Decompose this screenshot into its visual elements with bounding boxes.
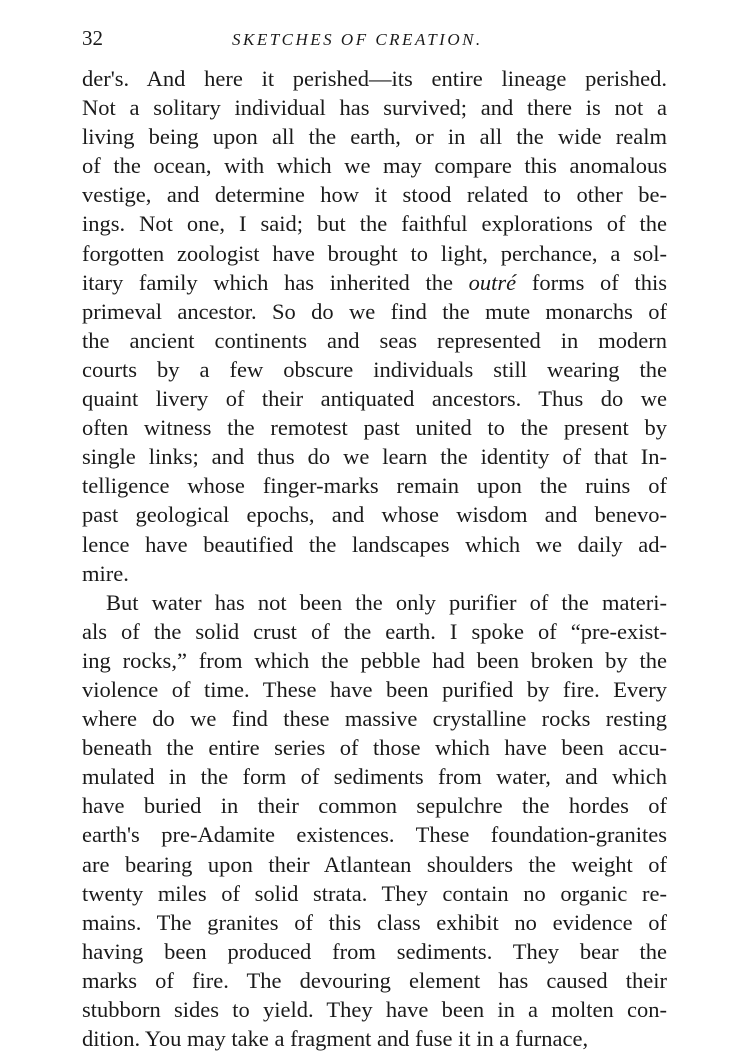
text-line: twenty miles of solid strata. They contain no organic re- [82,880,667,906]
text-line: beneath the entire series of those which have been accu- [82,735,667,761]
book-page [82,26,667,1053]
text-line: Not a solitary individual has survived; and there is not a [82,95,667,121]
text-line: living being upon all the earth, or in all the wide realm [82,124,667,150]
text-line: courts by a few obscure individuals still wearing the [82,356,667,382]
text-line: ing rocks,” from which the pebble had been broken by the [82,647,667,673]
text-line: quaint livery of their antiquated ancestors. Thus do we [82,386,667,412]
paragraph [82,588,667,1053]
text-line: the ancient continents and seas represented in modern [82,327,667,353]
text-line: mulated in the form of sediments from water, and which [82,764,667,790]
running-title: SKETCHES OF CREATION. [232,30,483,49]
text-line: of the ocean, with which we may compare this anomalous [82,153,667,179]
text-line: are bearing upon their Atlantean shoulders the weight of [82,851,667,877]
text-line: primeval ancestor. So do we find the mute monarchs of [82,298,667,324]
text-line: violence of time. These have been purified by fire. Every [82,676,667,702]
paragraph [82,64,667,588]
text-line: have buried in their common sepulchre the hordes of [82,793,667,819]
text-line: mains. The granites of this class exhibit no evidence of [82,909,667,935]
text-line: stubborn sides to yield. They have been in a molten con- [82,997,667,1022]
text-line: telligence whose finger-marks remain upon the ruins of [82,473,667,499]
page-number: 32 [82,26,103,50]
text-line: marks of fire. The devouring element has caused their [82,967,667,993]
text-line: der's. And here it perished—its entire lineage perished. [82,66,667,91]
running-head [82,26,667,60]
text-line: mire. [82,560,129,586]
text-line: where do we find these massive crystalline rocks resting [82,706,667,732]
text-line: lence have beautified the landscapes which we daily ad- [82,531,667,557]
text-line: past geological epochs, and whose wisdom and benevo- [82,502,667,528]
text-line: having been produced from sediments. They bear the [82,938,667,964]
text-line: But water has not been the only purifier of the materi- [106,589,667,615]
text-line: often witness the remotest past united to the present by [82,415,667,441]
text-line: single links; and thus do we learn the identity of that In- [82,444,667,470]
italic-word: outré [468,269,517,295]
text-line: dition. You may take a fragment and fuse it in a furnace, [82,1026,589,1052]
text-line: ings. Not one, I said; but the faithful explorations of the [82,211,667,237]
body-text [82,64,667,1053]
text-line: vestige, and determine how it stood related to other be- [82,182,667,208]
text-line: earth's pre-Adamite existences. These foundation-granites [82,822,667,848]
text-line: itary family which has inherited the outré forms of this [82,269,667,295]
text-line: als of the solid crust of the earth. I spoke of “pre-exist- [82,618,667,644]
text-line: forgotten zoologist have brought to light, perchance, a sol- [82,240,667,266]
